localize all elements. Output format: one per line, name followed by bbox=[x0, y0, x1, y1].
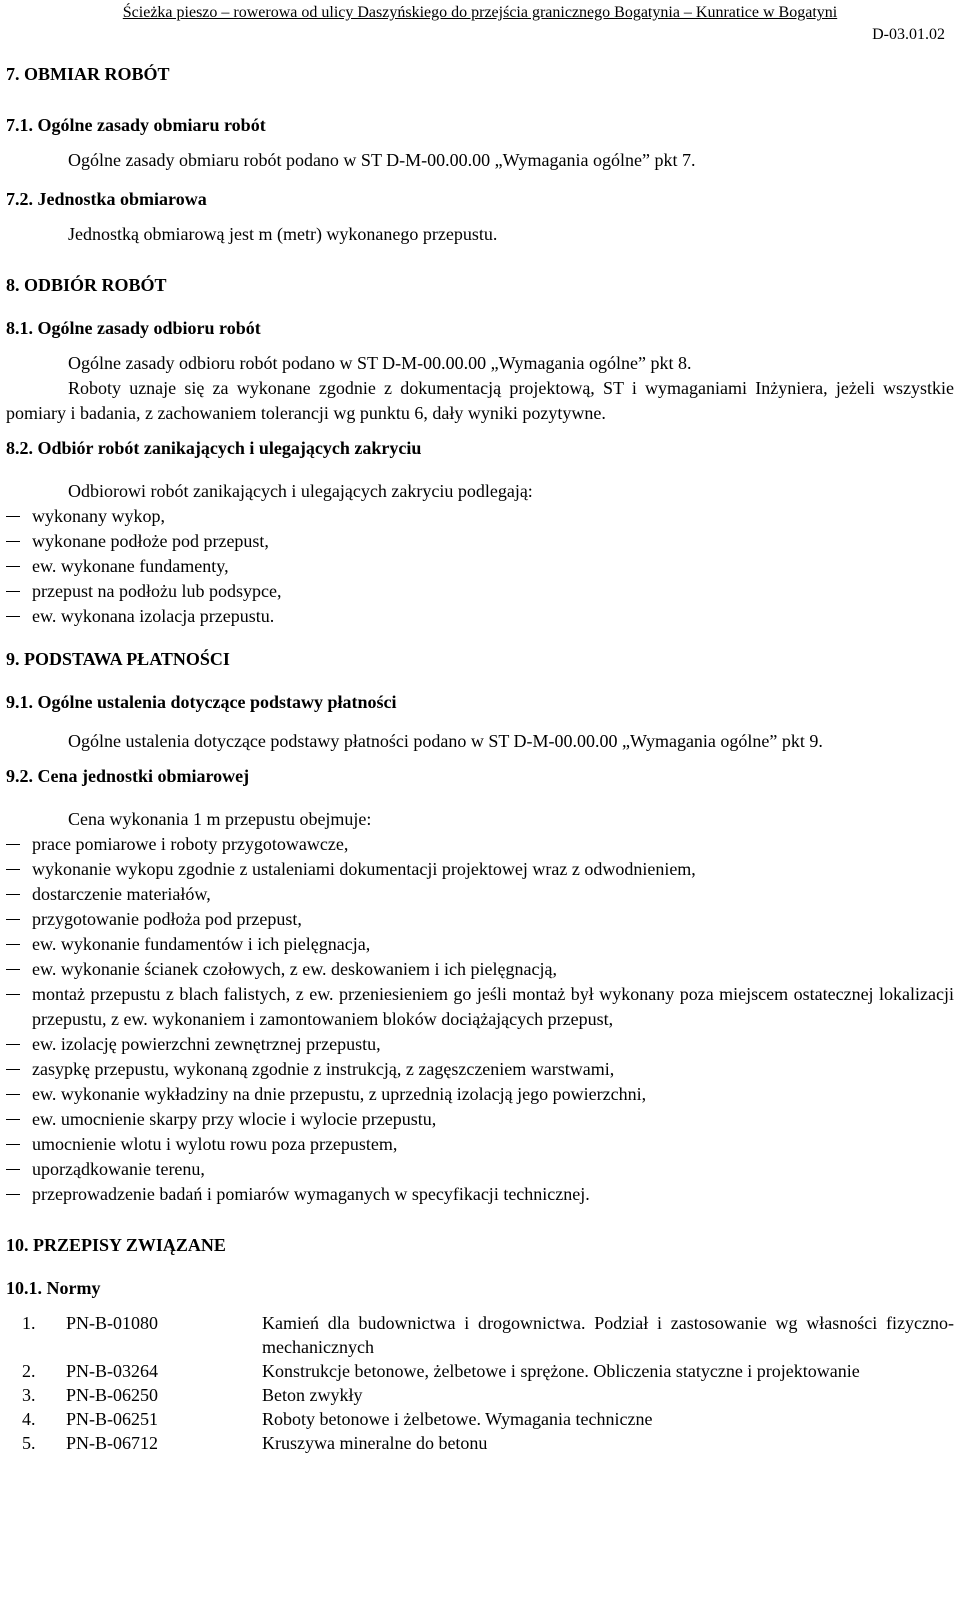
section-9-heading: 9. PODSTAWA PŁATNOŚCI bbox=[6, 649, 230, 669]
section-9-1-text: Ogólne ustalenia dotyczące podstawy płatności podano w ST D-M-00.00.00 „Wymagania ogólne” pkt 9. bbox=[68, 731, 823, 751]
norm-number: 4. bbox=[22, 1409, 36, 1429]
list-item: przeprowadzenie badań i pomiarów wymaganych w specyfikacji technicznej. bbox=[6, 1182, 954, 1207]
norm-code: PN-B-01080 bbox=[66, 1313, 159, 1333]
list-item: ew. wykonanie ścianek czołowych, z ew. deskowaniem i ich pielęgnacją, bbox=[6, 957, 954, 982]
table-row bbox=[22, 1359, 954, 1383]
norm-description: Kamień dla budownictwa i drogownictwa. Podział i zastosowanie wg własności fizyczno-mechanicznych bbox=[262, 1313, 954, 1357]
norm-code: PN-B-06712 bbox=[66, 1433, 159, 1453]
section-8-1-text-1: Ogólne zasady odbioru robót podano w ST D-M-00.00.00 „Wymagania ogólne” pkt 8. bbox=[68, 353, 692, 373]
section-8-heading: 8. ODBIÓR ROBÓT bbox=[6, 275, 167, 295]
norm-description: Konstrukcje betonowe, żelbetowe i sprężone. Obliczenia statyczne i projektowanie bbox=[262, 1361, 860, 1381]
list-item: przepust na podłożu lub podsypce, bbox=[6, 579, 954, 604]
section-7-2-heading: 7.2. Jednostka obmiarowa bbox=[6, 189, 207, 209]
document-body bbox=[6, 62, 954, 1455]
norm-description: Beton zwykły bbox=[262, 1385, 363, 1405]
norm-code: PN-B-03264 bbox=[66, 1361, 159, 1381]
section-9-2-heading: 9.2. Cena jednostki obmiarowej bbox=[6, 766, 250, 786]
section-10-heading: 10. PRZEPISY ZWIĄZANE bbox=[6, 1235, 226, 1255]
list-item: ew. wykonanie wykładziny na dnie przepustu, z uprzednią izolacją jego powierzchni, bbox=[6, 1082, 954, 1107]
table-row bbox=[22, 1383, 954, 1407]
norm-description: Roboty betonowe i żelbetowe. Wymagania techniczne bbox=[262, 1409, 653, 1429]
section-8-2-heading: 8.2. Odbiór robót zanikających i ulegających zakryciu bbox=[6, 438, 422, 458]
section-7-2-text: Jednostką obmiarową jest m (metr) wykonanego przepustu. bbox=[68, 224, 498, 244]
section-8-2-list bbox=[6, 504, 954, 629]
list-item: uporządkowanie terenu, bbox=[6, 1157, 954, 1182]
norm-number: 5. bbox=[22, 1433, 36, 1453]
list-item: ew. wykonane fundamenty, bbox=[6, 554, 954, 579]
list-item: ew. izolację powierzchni zewnętrznej przepustu, bbox=[6, 1032, 954, 1057]
section-7-heading: 7. OBMIAR ROBÓT bbox=[6, 64, 170, 84]
section-7-1-heading: 7.1. Ogólne zasady obmiaru robót bbox=[6, 115, 266, 135]
section-10-1-heading: 10.1. Normy bbox=[6, 1278, 101, 1298]
table-row bbox=[22, 1407, 954, 1431]
section-9-2-intro: Cena wykonania 1 m przepustu obejmuje: bbox=[68, 809, 372, 829]
section-8-1-text-2: Roboty uznaje się za wykonane zgodnie z dokumentacją projektową, ST i wymaganiami Inżyniera, jeżeli wszystkie pomiary i badania, z zachowaniem tolerancji wg punktu 6, dały wyniki pozytywne. bbox=[6, 378, 954, 423]
norm-number: 2. bbox=[22, 1361, 36, 1381]
table-row bbox=[22, 1431, 954, 1455]
norm-code: PN-B-06251 bbox=[66, 1409, 159, 1429]
table-row bbox=[22, 1311, 954, 1359]
norm-number: 3. bbox=[22, 1385, 36, 1405]
section-8-2-intro: Odbiorowi robót zanikających i ulegających zakryciu podlegają: bbox=[68, 481, 533, 501]
norm-number: 1. bbox=[22, 1313, 36, 1333]
list-item: montaż przepustu z blach falistych, z ew. przeniesieniem go jeśli montaż był wykonany poza miejscem ostatecznej lokalizacji przepustu, z ew. wykonaniem i zamontowaniem bloków dociążających przepust, bbox=[6, 982, 954, 1032]
list-item: wykonane podłoże pod przepust, bbox=[6, 529, 954, 554]
list-item: dostarczenie materiałów, bbox=[6, 882, 954, 907]
list-item: wykonanie wykopu zgodnie z ustaleniami dokumentacji projektowej wraz z odwodnieniem, bbox=[6, 857, 954, 882]
section-7-1-text: Ogólne zasady obmiaru robót podano w ST D-M-00.00.00 „Wymagania ogólne” pkt 7. bbox=[68, 150, 696, 170]
list-item: przygotowanie podłoża pod przepust, bbox=[6, 907, 954, 932]
list-item: ew. wykonana izolacja przepustu. bbox=[6, 604, 954, 629]
list-item: ew. wykonanie fundamentów i ich pielęgnacja, bbox=[6, 932, 954, 957]
header-title: Ścieżka pieszo – rowerowa od ulicy Daszyńskiego do przejścia granicznego Bogatynia – Kunratice w Bogatyni bbox=[122, 4, 838, 21]
header-code: D-03.01.02 bbox=[872, 26, 945, 43]
norm-description: Kruszywa mineralne do betonu bbox=[262, 1433, 488, 1453]
list-item: wykonany wykop, bbox=[6, 504, 954, 529]
list-item: zasypkę przepustu, wykonaną zgodnie z instrukcją, z zagęszczeniem warstwami, bbox=[6, 1057, 954, 1082]
list-item: umocnienie wlotu i wylotu rowu poza przepustem, bbox=[6, 1132, 954, 1157]
section-8-1-heading: 8.1. Ogólne zasady odbioru robót bbox=[6, 318, 261, 338]
norm-code: PN-B-06250 bbox=[66, 1385, 159, 1405]
list-item: ew. umocnienie skarpy przy wlocie i wylocie przepustu, bbox=[6, 1107, 954, 1132]
section-9-2-list bbox=[6, 832, 954, 1207]
section-9-1-heading: 9.1. Ogólne ustalenia dotyczące podstawy płatności bbox=[6, 692, 397, 712]
list-item: prace pomiarowe i roboty przygotowawcze, bbox=[6, 832, 954, 857]
norms-table bbox=[22, 1311, 954, 1455]
